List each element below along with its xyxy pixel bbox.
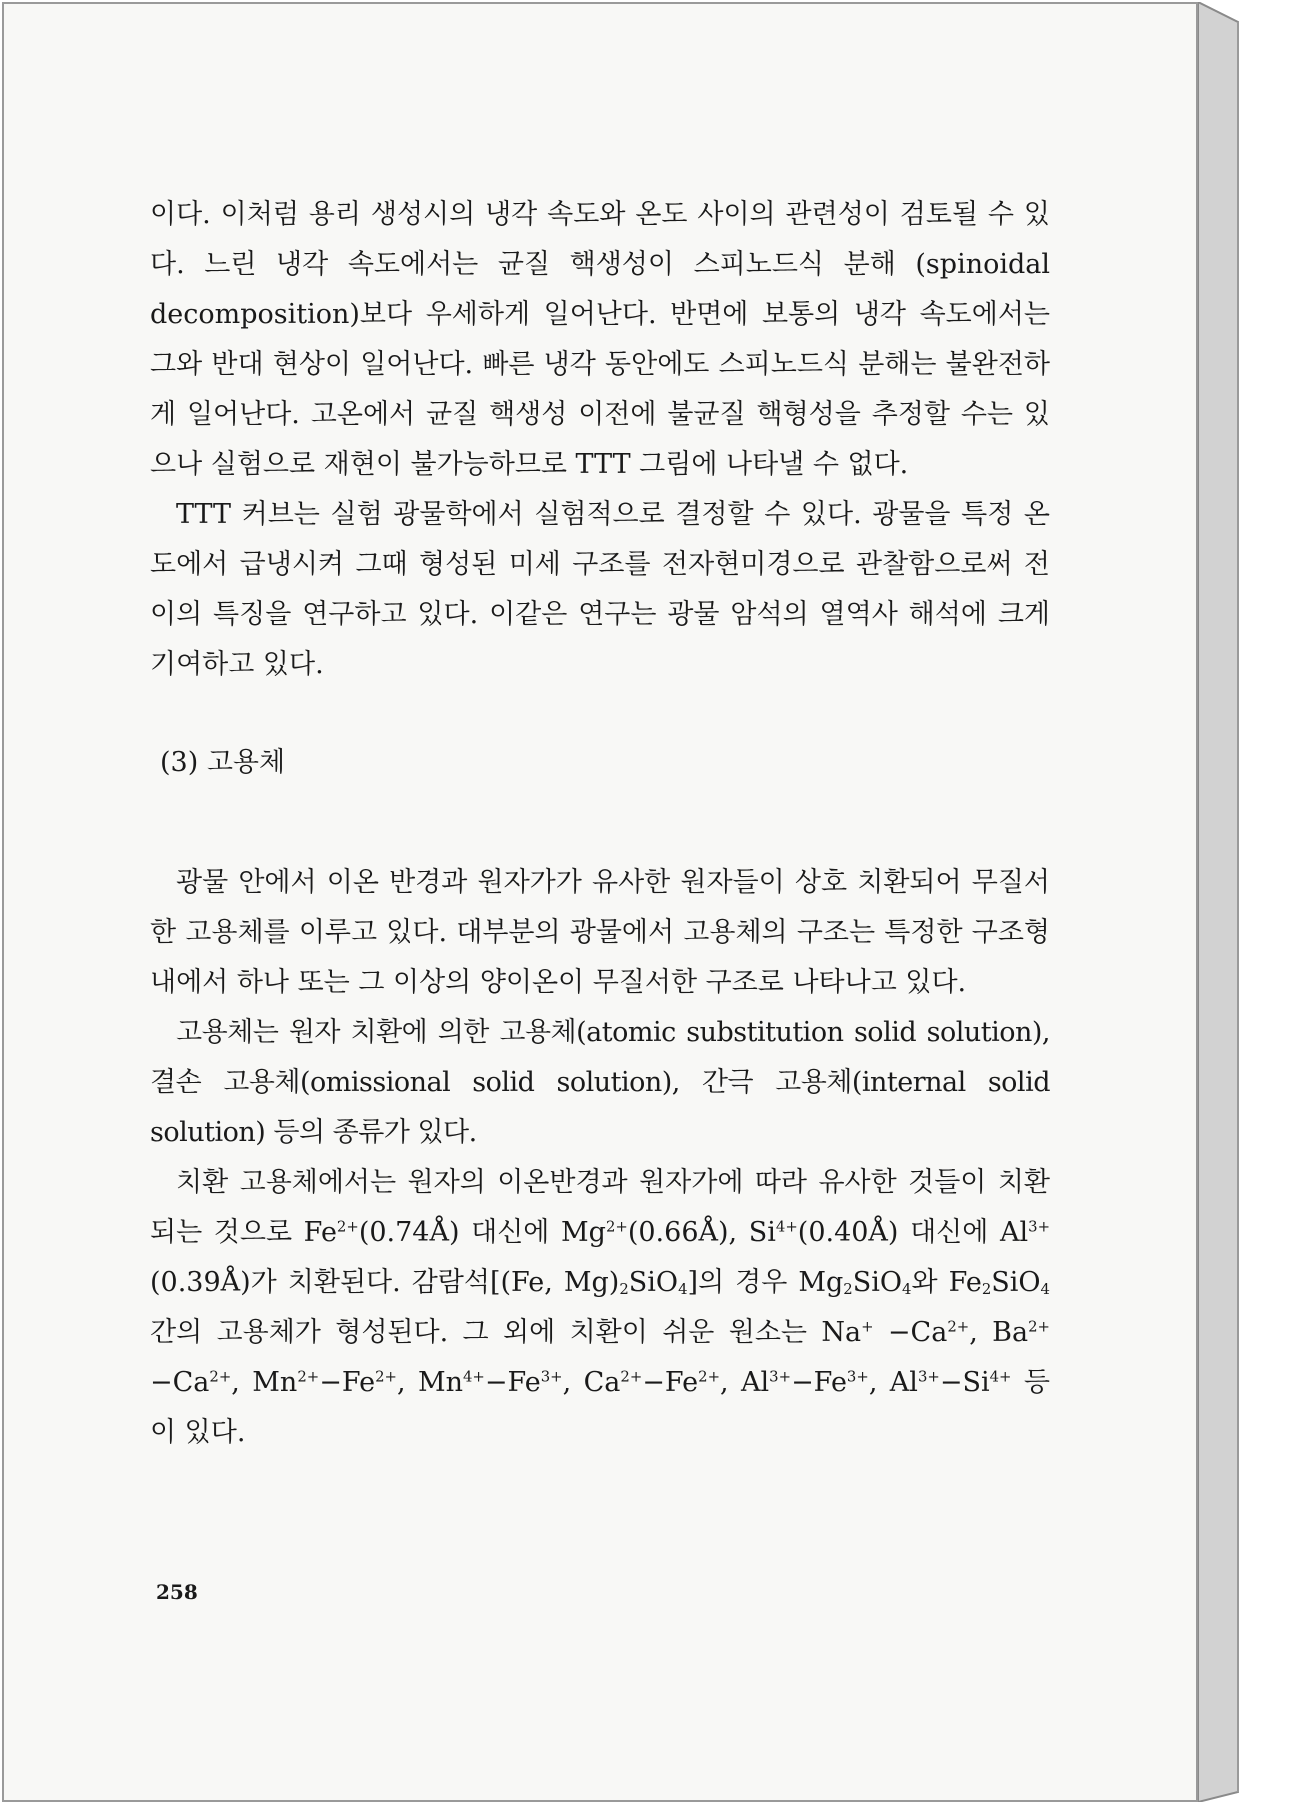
subscript: 4 bbox=[678, 1279, 688, 1298]
superscript: 2+ bbox=[620, 1367, 643, 1386]
superscript: 4+ bbox=[989, 1367, 1012, 1386]
text-run: SiO bbox=[991, 1267, 1041, 1298]
page-stack-edge bbox=[1198, 2, 1248, 1802]
superscript: 2+ bbox=[1028, 1317, 1050, 1336]
text-run: −Ca bbox=[873, 1317, 948, 1348]
superscript: 2+ bbox=[947, 1317, 970, 1336]
paragraph-4: 고용체는 원자 치환에 의한 고용체(atomic substitution solid solution), 결손 고용체(omissional solid solution), 간극 고용체(internal solid solution) 등의 종류가 있다. bbox=[150, 1017, 1050, 1148]
paragraph-2: TTT 커브는 실험 광물학에서 실험적으로 결정할 수 있다. 광물을 특정 온도에서 급냉시켜 그때 형성된 미세 구조를 전자현미경으로 관찰함으로써 전이의 특징을 연구하고 있다. 이같은 연구는 광물 암석의 열역사 해석에 크게 기여하고 있다. bbox=[150, 499, 1050, 680]
superscript: 4+ bbox=[775, 1217, 798, 1236]
superscript: 2+ bbox=[375, 1367, 397, 1386]
superscript: 2+ bbox=[605, 1217, 628, 1236]
superscript: 3+ bbox=[917, 1367, 940, 1386]
superscript: 3+ bbox=[846, 1367, 869, 1386]
text-run: SiO bbox=[852, 1267, 903, 1298]
paragraph-1: 이다. 이처럼 용리 생성시의 냉각 속도와 온도 사이의 관련성이 검토될 수 있다. 느린 냉각 속도에서는 균질 핵생성이 스피노드식 분해 (spinoidal decomposition)보다 우세하게 일어난다. 반면에 보통의 냉각 속도에서는 그와 반대 현상이 일어난다. 빠른 냉각 동안에도 스피노드식 분해는 불완전하게 일어난다. 고온에서 균질 핵생성 이전에 불균질 핵형성을 추정할 수는 있으나 실험으로 재현이 불가능하므로 TTT 그림에 나타낼 수 없다. bbox=[150, 199, 1050, 480]
text-run: (0.39Å)가 치환된다. 감람석[(Fe, Mg) bbox=[150, 1267, 620, 1298]
paragraph-3: 광물 안에서 이온 반경과 원자가가 유사한 원자들이 상호 치환되어 무질서한 고용체를 이루고 있다. 대부분의 광물에서 고용체의 구조는 특정한 구조형 내에서 하나 또는 그 이상의 양이온이 무질서한 구조로 나타나고 있다. bbox=[150, 867, 1050, 998]
text-run: (0.40Å) 대신에 Al bbox=[797, 1217, 1029, 1248]
text-run: −Fe bbox=[319, 1367, 376, 1398]
text-run: (0.66Å), Si bbox=[627, 1217, 776, 1248]
text-run: −Ca bbox=[150, 1367, 210, 1398]
text-run: 와 Fe bbox=[911, 1267, 982, 1298]
text-run: , Ba bbox=[969, 1317, 1029, 1348]
subscript: 4 bbox=[902, 1279, 912, 1298]
superscript: 2+ bbox=[297, 1367, 320, 1386]
text-run: SiO bbox=[628, 1267, 679, 1298]
superscript: 2+ bbox=[336, 1217, 359, 1236]
text-run: , Al bbox=[868, 1367, 918, 1398]
text-run: 치환 고용체에서는 원자의 이온반경과 원자가에 따라 유사한 것들이 치환되는 것으로 Fe bbox=[150, 1167, 1050, 1248]
text-run: −Fe bbox=[484, 1367, 541, 1398]
superscript: 3+ bbox=[540, 1367, 563, 1386]
subscript: 2 bbox=[843, 1279, 853, 1298]
subscript: 2 bbox=[619, 1279, 629, 1298]
text-run: −Fe bbox=[791, 1367, 847, 1398]
text-run: 간의 고용체가 형성된다. 그 외에 치환이 쉬운 원소는 Na bbox=[150, 1317, 862, 1348]
superscript: + bbox=[861, 1317, 874, 1336]
text-run: , Al bbox=[720, 1367, 770, 1398]
text-run: −Si bbox=[939, 1367, 990, 1398]
text-run: , Ca bbox=[562, 1367, 621, 1398]
body-text bbox=[150, 190, 1050, 1458]
section-heading: (3) 고용체 bbox=[160, 747, 286, 778]
superscript: 3+ bbox=[1028, 1217, 1051, 1236]
superscript: 3+ bbox=[769, 1367, 792, 1386]
superscript: 2+ bbox=[698, 1367, 721, 1386]
superscript: 2+ bbox=[209, 1367, 232, 1386]
paragraph-5 bbox=[150, 1158, 1050, 1458]
superscript: 4+ bbox=[462, 1367, 485, 1386]
subscript: 2 bbox=[981, 1279, 992, 1298]
text-run: , Mn bbox=[396, 1367, 463, 1398]
subscript: 4 bbox=[1040, 1279, 1050, 1298]
text-run: 등이 있다. bbox=[150, 1367, 1050, 1448]
text-run: −Fe bbox=[642, 1367, 699, 1398]
text-run: , Mn bbox=[231, 1367, 298, 1398]
page-number: 258 bbox=[156, 1580, 198, 1604]
text-run: ]의 경우 Mg bbox=[687, 1267, 844, 1298]
text-run: (0.74Å) 대신에 Mg bbox=[358, 1217, 606, 1248]
